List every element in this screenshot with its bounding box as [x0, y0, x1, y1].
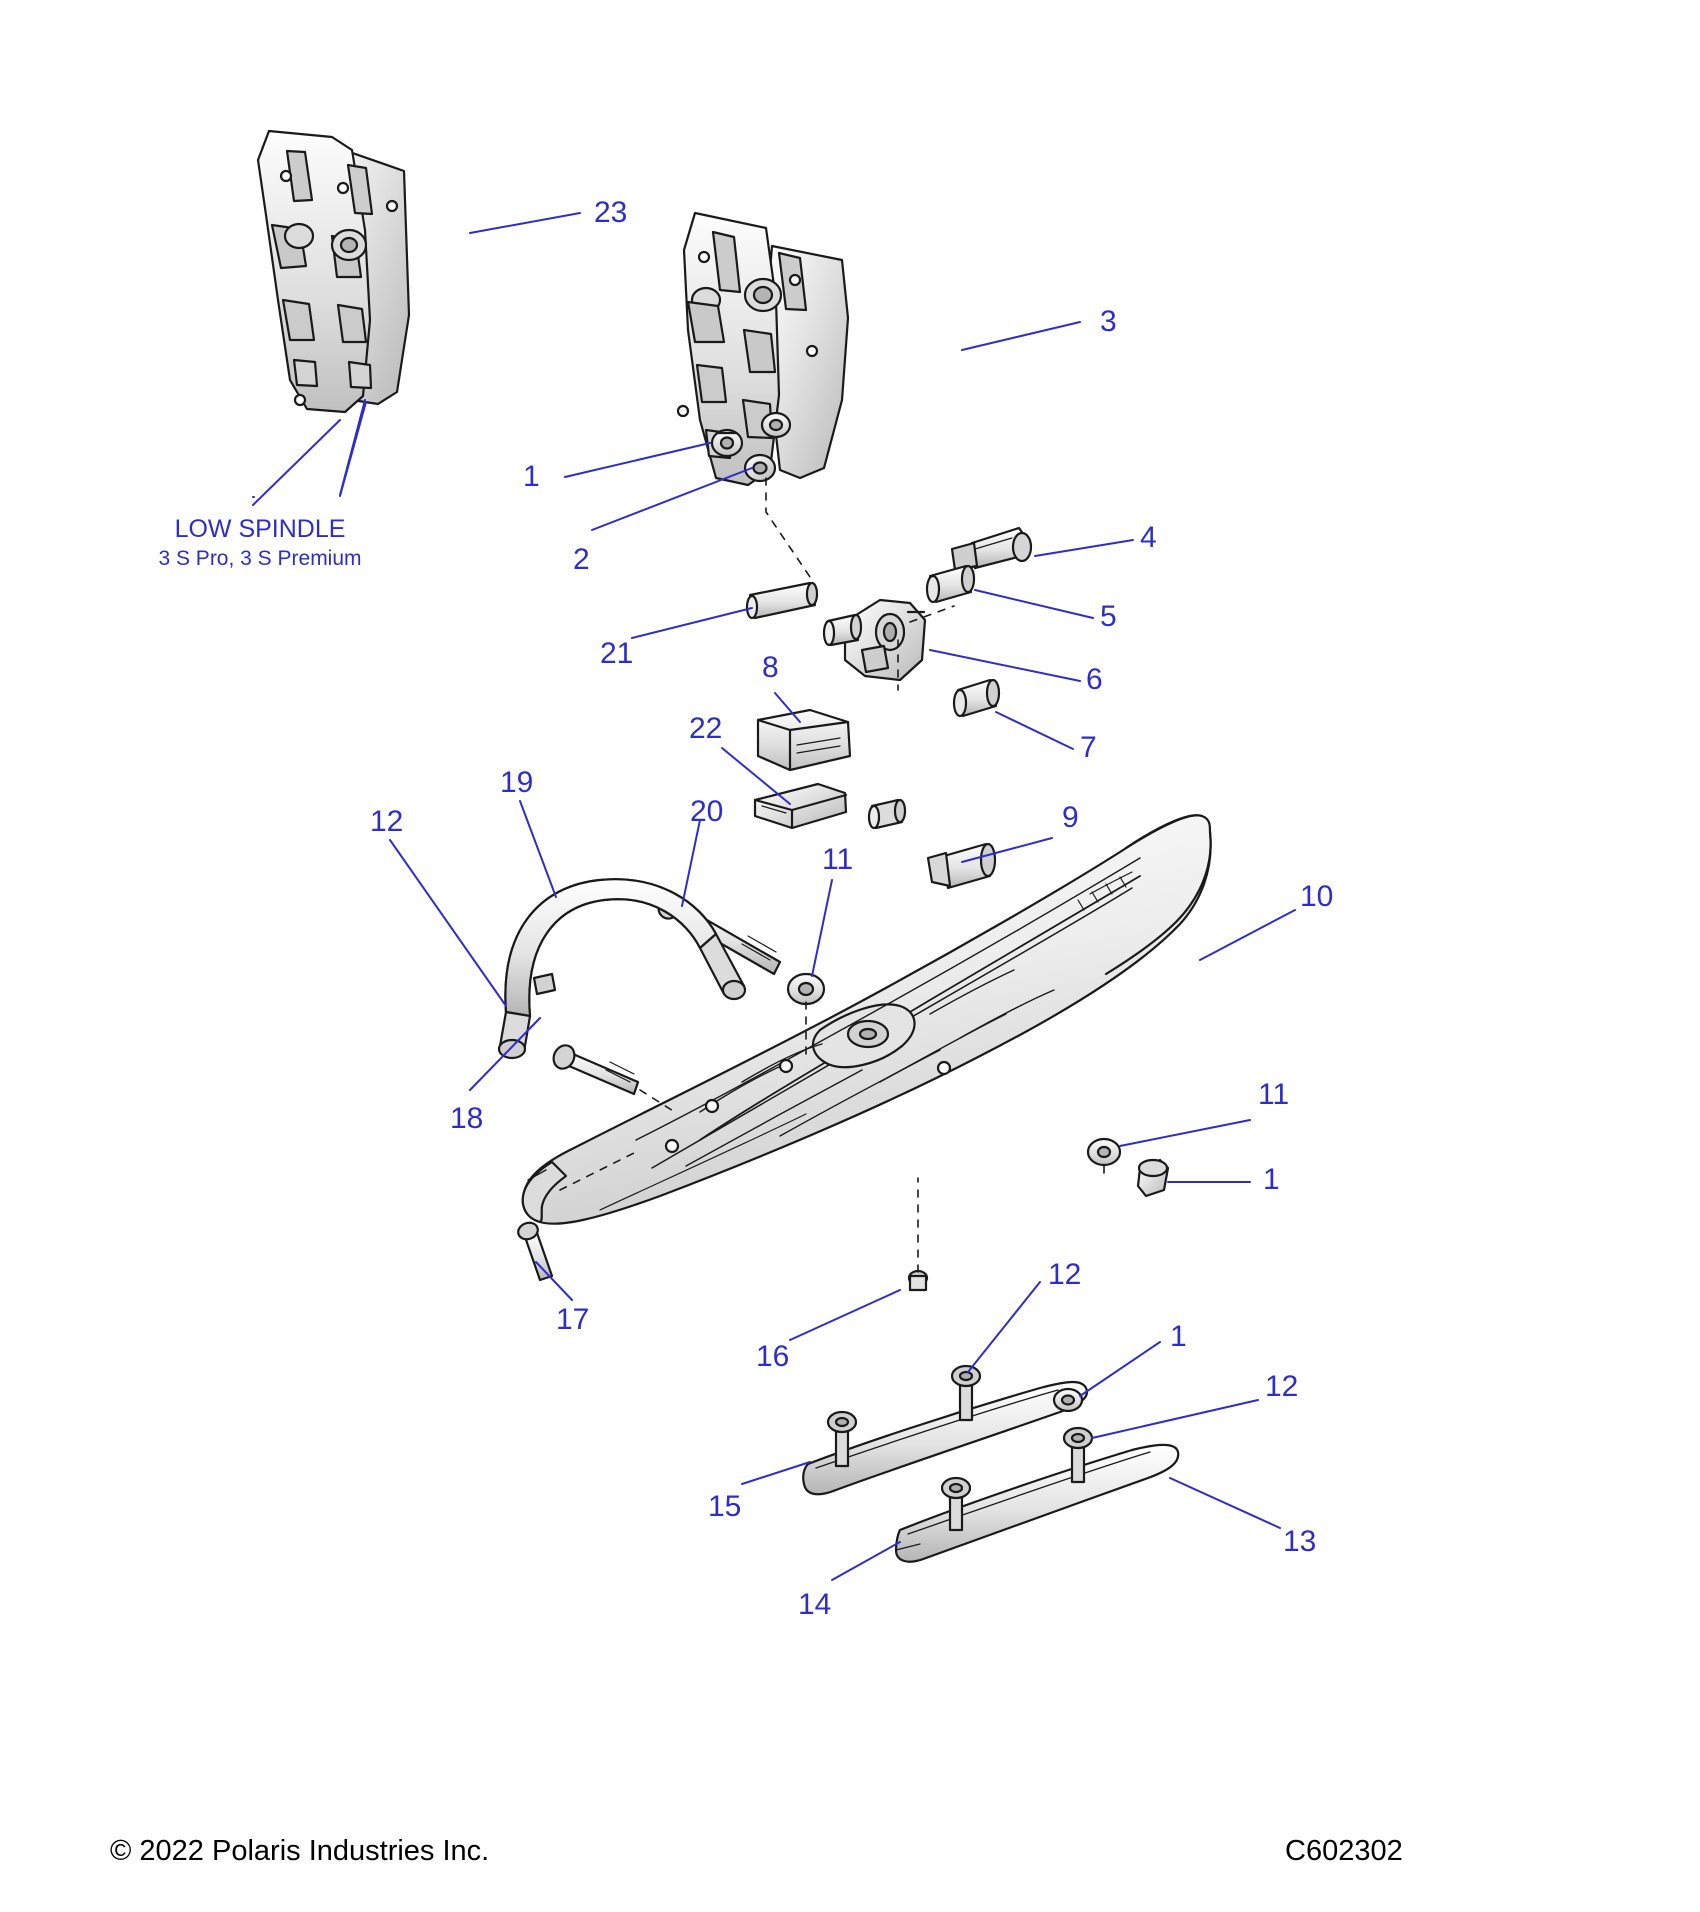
- callout-22: 22: [689, 712, 723, 745]
- callout-10: 10: [1300, 880, 1334, 913]
- callout-2: 2: [573, 543, 590, 576]
- callout-12-upper: 12: [370, 805, 404, 838]
- callout-7: 7: [1080, 731, 1097, 764]
- part-9-cap: [869, 800, 905, 828]
- part-number-text: C602302: [1285, 1835, 1403, 1867]
- callout-14: 14: [798, 1588, 832, 1621]
- part-1-nut-right: [1138, 1160, 1168, 1196]
- callout-6: 6: [1086, 663, 1103, 696]
- part-1-nut-upper-2: [762, 413, 790, 437]
- part-19-ski-loop: [499, 879, 745, 1058]
- low-spindle-note: [130, 515, 390, 571]
- callout-4: 4: [1140, 521, 1157, 554]
- callout-8: 8: [762, 651, 779, 684]
- copyright-text: © 2022 Polaris Industries Inc.: [110, 1835, 490, 1867]
- part-23-low-spindle-bracket: [258, 131, 409, 412]
- callout-3: 3: [1100, 305, 1117, 338]
- part-17-bolt: [516, 1220, 552, 1280]
- callout-5: 5: [1100, 600, 1117, 633]
- callout-1-lower: 1: [1170, 1320, 1187, 1353]
- part-21-pin: [747, 583, 817, 618]
- callout-18: 18: [450, 1102, 484, 1135]
- callout-11-right: 11: [1258, 1078, 1290, 1111]
- callout-20: 20: [690, 795, 724, 828]
- part-11-washer-upper: [788, 974, 824, 1004]
- callout-19: 19: [500, 766, 534, 799]
- callout-15: 15: [708, 1490, 742, 1523]
- part-15-wear-bar: [803, 1366, 1087, 1494]
- callout-16: 16: [756, 1340, 790, 1373]
- part-1-nut-upper: [712, 430, 742, 456]
- callout-11-upper: 11: [822, 843, 854, 876]
- part-8-block: [758, 710, 850, 770]
- callout-1-upper: 1: [523, 460, 540, 493]
- part-1-nut-bar: [1054, 1389, 1082, 1411]
- part-4-bolt: [952, 528, 1031, 570]
- low-spindle-note-line1: LOW SPINDLE: [174, 515, 346, 543]
- low-spindle-note-line2: 3 S Pro, 3 S Premium: [158, 547, 362, 570]
- callout-23: 23: [594, 196, 628, 229]
- callout-12-mid: 12: [1048, 1258, 1082, 1291]
- callout-9: 9: [1062, 801, 1079, 834]
- part-7-bushing: [954, 680, 999, 716]
- callout-21: 21: [600, 637, 634, 670]
- callout-1-right: 1: [1263, 1163, 1280, 1196]
- part-21-pin-small: [824, 615, 861, 645]
- part-5-bushing: [927, 566, 974, 602]
- part-18-bolt: [550, 1042, 638, 1094]
- part-9-stud: [928, 844, 995, 888]
- part-22-shim: [755, 784, 846, 828]
- callout-12-lower: 12: [1265, 1370, 1299, 1403]
- callout-13: 13: [1283, 1525, 1317, 1558]
- callout-17: 17: [556, 1303, 590, 1336]
- part-16-stud: [909, 1271, 927, 1290]
